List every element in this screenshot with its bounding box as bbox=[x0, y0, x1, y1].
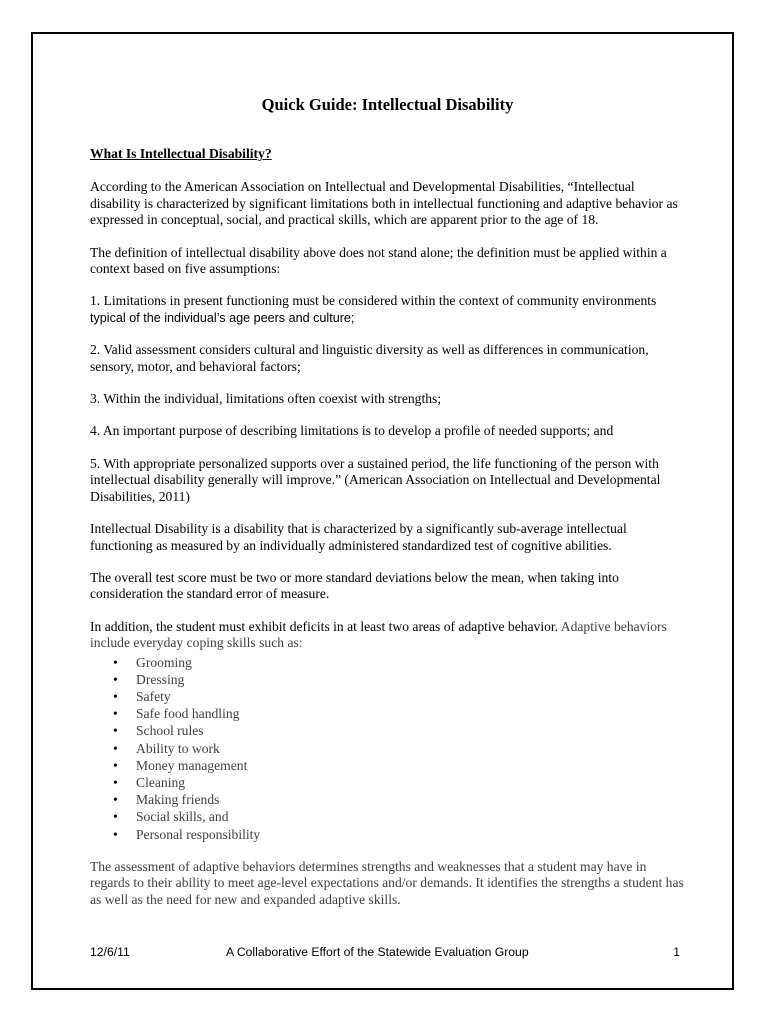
list-item: • Ability to work bbox=[90, 740, 685, 757]
closing-paragraph: The assessment of adaptive behaviors determines strengths and weaknesses that a student may have in regards to their ability to meet age-level expectations and/or demands. It identifies the strengths a student has as well as the need for new and expanded adaptive skills. bbox=[90, 858, 684, 907]
list-item: • Personal responsibility bbox=[90, 826, 685, 843]
list-item: • Making friends bbox=[90, 791, 685, 808]
list-item: • School rules bbox=[90, 722, 685, 739]
assumptions-intro-paragraph: The definition of intellectual disability above does not stand alone; the definition must be applied within a context based on five assumptions: bbox=[90, 244, 667, 277]
adaptive-behavior-intro bbox=[90, 619, 685, 652]
adaptive-intro-gray-text: Adaptive behaviors include everyday coping skills such as: bbox=[90, 618, 667, 651]
page-number: 1 bbox=[673, 945, 680, 959]
list-item: • Money management bbox=[90, 757, 685, 774]
aaidd-definition-paragraph: According to the American Association on Intellectual and Developmental Disabilities, “Intellectual disability is characterized by significant limitations both in intellectual functioning and adaptive behavior as expressed in conceptual, social, and practical skills, which are apparent prior to the age of 18. bbox=[90, 179, 678, 228]
section-heading: What Is Intellectual Disability? bbox=[90, 146, 272, 161]
list-item: • Cleaning bbox=[90, 774, 685, 791]
list-item: • Safe food handling bbox=[90, 705, 685, 722]
assumption-5: 5. With appropriate personalized supports over a sustained period, the life functioning of the person with intellectual disability generally will improve.” (American Association on Intellectual and Developmental Disabilities, 2011) bbox=[90, 455, 661, 504]
assumption-1-continuation: typical of the individual’s age peers and culture; bbox=[90, 310, 355, 325]
footer-date: 12/6/11 bbox=[90, 945, 130, 959]
document-body bbox=[90, 95, 685, 924]
assumption-3: 3. Within the individual, limitations often coexist with strengths; bbox=[90, 391, 442, 407]
assumption-2: 2. Valid assessment considers cultural and linguistic diversity as well as differences in communication, sensory, motor, and behavioral factors; bbox=[90, 342, 649, 374]
list-item: • Safety bbox=[90, 688, 685, 705]
adaptive-skills-list bbox=[90, 654, 685, 843]
page-footer bbox=[90, 944, 680, 960]
adaptive-intro-text: In addition, the student must exhibit deficits in at least two areas of adaptive behavior. bbox=[90, 618, 559, 634]
definition-paragraph: Intellectual Disability is a disability that is characterized by a significantly sub-average intellectual functioning as measured by an individually administered standardized test of cognitive abilities. bbox=[90, 521, 627, 553]
assumption-1 bbox=[90, 293, 685, 326]
footer-credit: A Collaborative Effort of the Statewide Evaluation Group bbox=[226, 945, 529, 959]
test-score-paragraph: The overall test score must be two or more standard deviations below the mean, when taking into consideration the standard error of measure. bbox=[90, 569, 619, 602]
list-item: • Dressing bbox=[90, 671, 685, 688]
assumption-4: 4. An important purpose of describing limitations is to develop a profile of needed supports; and bbox=[90, 423, 614, 439]
list-item: • Social skills, and bbox=[90, 808, 685, 825]
list-item: • Grooming bbox=[90, 654, 685, 671]
assumption-1-text: 1. Limitations in present functioning must be considered within the context of community environments bbox=[90, 293, 657, 309]
document-title: Quick Guide: Intellectual Disability bbox=[261, 95, 514, 114]
